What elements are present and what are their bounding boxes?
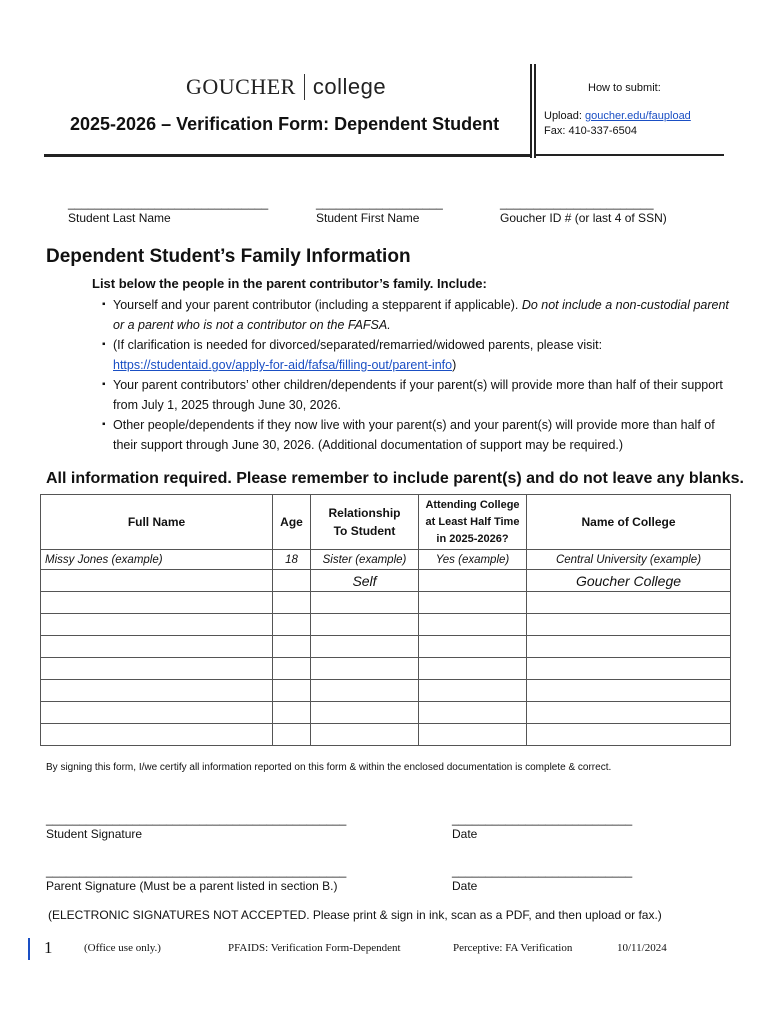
last-name-line[interactable]: ______________________________	[68, 196, 269, 210]
student-signature-label: Student Signature	[46, 827, 143, 841]
table-header-row	[41, 495, 731, 550]
example-row	[41, 550, 731, 570]
title-year: 2025-2026	[70, 114, 157, 134]
col-age: Age	[273, 495, 311, 550]
name-cell[interactable]	[41, 658, 273, 680]
electronic-signature-note: (ELECTRONIC SIGNATURES NOT ACCEPTED. Please print & sign in ink, scan as a PDF, and then upload or fax.)	[48, 908, 662, 922]
header-rule	[44, 154, 530, 157]
name-cell[interactable]	[41, 702, 273, 724]
certification-text: By signing this form, I/we certify all information reported on this form & within the enclosed documentation is complete & correct.	[46, 762, 612, 773]
parent-date-label: Date	[452, 879, 478, 893]
age-cell[interactable]	[273, 614, 311, 636]
parent-date-line[interactable]: ___________________________	[452, 864, 633, 878]
bullet-other-children: ▪ Your parent contributors’ other children/dependents if your parent(s) will provide more than half of their support from July 1, 2025 through June 30, 2026.	[102, 375, 742, 415]
bullet-yourself-italic: Do not include a non-custodial parent or a parent who is not a contributor on the FAFSA.	[113, 298, 729, 332]
attending-cell[interactable]	[419, 614, 527, 636]
header-divider-left	[530, 64, 532, 158]
page-number: 1	[44, 938, 53, 957]
goucher-id-line[interactable]: _______________________	[500, 196, 654, 210]
form-title	[70, 114, 499, 135]
title-rest: Verification Form: Dependent Student	[176, 114, 500, 134]
col-relationship: Relationship To Student	[311, 495, 419, 550]
college-cell[interactable]	[527, 680, 731, 702]
example-relationship: Sister (example)	[311, 550, 419, 570]
table-row[interactable]	[41, 636, 731, 658]
example-age: 18	[273, 550, 311, 570]
table-row[interactable]	[41, 680, 731, 702]
pfaids-label: PFAIDS: Verification Form-Dependent	[228, 942, 401, 954]
attending-cell[interactable]	[419, 658, 527, 680]
upload-link[interactable]: goucher.edu/faupload	[584, 110, 691, 122]
age-cell[interactable]	[273, 680, 311, 702]
parent-signature-label: Parent Signature (Must be a parent listed in section B.)	[46, 879, 338, 893]
office-use-label: (Office use only.)	[84, 942, 161, 954]
age-cell[interactable]	[273, 636, 311, 658]
table-row[interactable]	[41, 658, 731, 680]
table-row[interactable]	[41, 592, 731, 614]
college-cell[interactable]	[527, 724, 731, 746]
studentaid-link[interactable]: https://studentaid.gov/apply-for-aid/fafsa/filling-out/parent-info	[113, 358, 453, 372]
example-name: Missy Jones (example)	[41, 550, 273, 570]
goucher-college-logo	[186, 74, 386, 100]
section-heading: Dependent Student’s Family Information	[46, 246, 411, 267]
goucher-id-label: Goucher ID # (or last 4 of SSN)	[500, 211, 667, 225]
list-heading: List below the people in the parent contributor’s family. Include:	[92, 276, 487, 291]
bullet-yourself: ▪ Yourself and your parent contributor (including a stepparent if applicable). Do not include a non-custodial parent or a parent who is not a contributor on the FAFSA.	[102, 295, 742, 335]
relationship-cell[interactable]: Self	[311, 570, 419, 592]
title-dash: –	[156, 114, 177, 134]
relationship-cell[interactable]	[311, 724, 419, 746]
col-attending: Attending College at Least Half Time in 2025-2026?	[419, 495, 527, 550]
student-date-label: Date	[452, 827, 478, 841]
logo-divider	[304, 74, 305, 100]
footer-date: 10/11/2024	[617, 942, 667, 954]
family-table	[40, 494, 731, 746]
name-cell[interactable]	[41, 636, 273, 658]
header-rule-right	[534, 154, 724, 156]
page-marker	[28, 938, 30, 960]
age-cell[interactable]	[273, 702, 311, 724]
college-cell[interactable]	[527, 636, 731, 658]
bullet-other-people: ▪ Other people/dependents if they now live with your parent(s) and your parent(s) will provide more than half of their support through June 30, 2026. (Additional documentation of support may be required.)	[102, 415, 742, 455]
attending-cell[interactable]	[419, 724, 527, 746]
student-date-line[interactable]: ___________________________	[452, 812, 633, 826]
age-cell[interactable]	[273, 658, 311, 680]
college-cell[interactable]: Goucher College	[527, 570, 731, 592]
name-cell[interactable]	[41, 680, 273, 702]
attending-cell[interactable]	[419, 570, 527, 592]
age-cell[interactable]	[273, 570, 311, 592]
attending-cell[interactable]	[419, 702, 527, 724]
college-cell[interactable]	[527, 658, 731, 680]
relationship-cell[interactable]	[311, 592, 419, 614]
instruction-list	[102, 295, 742, 455]
first-name-label: Student First Name	[316, 211, 420, 225]
relationship-cell[interactable]	[311, 658, 419, 680]
relationship-cell[interactable]	[311, 680, 419, 702]
table-row[interactable]	[41, 614, 731, 636]
upload-info	[544, 110, 691, 122]
col-college: Name of College	[527, 495, 731, 550]
example-college: Central University (example)	[527, 550, 731, 570]
logo-main: GOUCHER	[186, 74, 296, 99]
attending-cell[interactable]	[419, 680, 527, 702]
age-cell[interactable]	[273, 724, 311, 746]
header-divider-right	[534, 64, 536, 158]
parent-signature-line[interactable]: _____________________________________________	[46, 864, 347, 878]
name-cell[interactable]	[41, 614, 273, 636]
relationship-cell[interactable]	[311, 702, 419, 724]
example-attending: Yes (example)	[419, 550, 527, 570]
table-row[interactable]	[41, 724, 731, 746]
name-cell[interactable]	[41, 724, 273, 746]
table-row[interactable]	[41, 570, 731, 592]
name-cell[interactable]	[41, 570, 273, 592]
college-cell[interactable]	[527, 702, 731, 724]
table-row[interactable]	[41, 702, 731, 724]
required-note: All information required. Please remember to include parent(s) and do not leave any blanks.	[46, 470, 744, 487]
fax-number: Fax: 410-337-6504	[544, 125, 637, 137]
first-name-line[interactable]: ___________________	[316, 196, 443, 210]
relationship-cell[interactable]	[311, 614, 419, 636]
logo-sub: college	[312, 74, 387, 99]
relationship-cell[interactable]	[311, 636, 419, 658]
name-cell[interactable]	[41, 592, 273, 614]
college-cell[interactable]	[527, 592, 731, 614]
bullet-clarification: ▪ (If clarification is needed for divorced/separated/remarried/widowed parents, please visit: https://studentaid.gov/apply-for-aid/fafsa/filling-out/parent-info)	[102, 335, 742, 375]
perceptive-label: Perceptive: FA Verification	[453, 942, 573, 954]
col-full-name: Full Name	[41, 495, 273, 550]
age-cell[interactable]	[273, 592, 311, 614]
attending-cell[interactable]	[419, 636, 527, 658]
how-to-submit: How to submit:	[588, 82, 661, 94]
attending-cell[interactable]	[419, 592, 527, 614]
college-cell[interactable]	[527, 614, 731, 636]
student-signature-line[interactable]: _____________________________________________	[46, 812, 347, 826]
last-name-label: Student Last Name	[68, 211, 171, 225]
upload-label: Upload:	[544, 110, 585, 122]
